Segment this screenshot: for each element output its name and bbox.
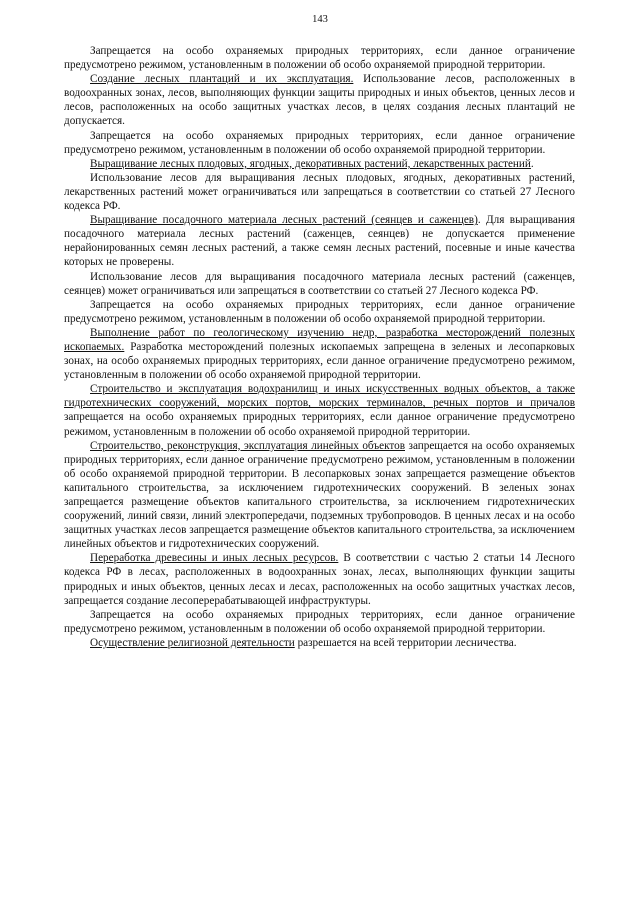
paragraph — [64, 129, 575, 157]
paragraph-text: Запрещается на особо охраняемых природных территориях, если данное ограничение предусмотрено режимом, установленным в положении об особо охраняемой природной территории. — [64, 45, 575, 72]
paragraph — [64, 171, 575, 213]
paragraph — [64, 636, 575, 650]
paragraph — [64, 439, 575, 552]
section-heading: Переработка древесины и иных лесных ресурсов. — [90, 552, 339, 565]
section-heading: Выполнение работ по геологическому изучению недр, разработка месторождений полезных ископаемых. — [64, 326, 575, 353]
paragraph-text: Разработка месторождений полезных ископаемых запрещена в зеленых и лесопарковых зонах, на особо охраняемых природных территориях, если данное ограничение предусмотрено режимом, установленным в положении об особо охраняемой природной территории. — [64, 340, 575, 382]
section-heading: Выращивание лесных плодовых, ягодных, декоративных растений, лекарственных растений — [90, 157, 531, 170]
section-heading: Создание лесных плантаций и их эксплуатация. — [90, 73, 354, 86]
section-heading: Строительство и эксплуатация водохранилищ и иных искусственных водных объектов, а также гидротехнических сооружений, морских портов, морских терминалов, речных портов и причалов — [64, 383, 575, 410]
paragraph — [64, 382, 575, 438]
paragraph — [64, 270, 575, 298]
paragraph-text: В соответствии с частью 2 статьи 14 Лесного кодекса РФ в лесах, расположенных в водоохранных зонах, лесах, выполняющих функции защиты природных и иных объектов, ценных лесах и лесах, расположенных на особо защитных участках лесов, запрещается создание лесоперерабатывающей инфраструктуры. — [64, 552, 575, 607]
paragraph — [64, 213, 575, 269]
page-number: 143 — [312, 14, 328, 25]
paragraph-text: Запрещается на особо охраняемых природных территориях, если данное ограничение предусмотрено режимом, установленным в положении об особо охраняемой природной территории. — [64, 608, 575, 635]
paragraph-text: Использование лесов, расположенных в водоохранных зонах, лесов, выполняющих функции защиты природных и иных объектов, ценных лесов и лесов, расположенных на особо защитных участках лесов, в целях создания лесных плантаций не допускается. — [64, 73, 575, 128]
paragraph-text: Использование лесов для выращивания лесных плодовых, ягодных, декоративных растений, лекарственных растений может ограничиваться или запрещаться в соответствии со статьей 27 Лесного кодекса РФ. — [64, 171, 575, 213]
paragraph-text: Запрещается на особо охраняемых природных территориях, если данное ограничение предусмотрено режимом, установленным в положении об особо охраняемой природной территории. — [64, 298, 575, 325]
paragraph-text: . — [530, 157, 534, 170]
section-heading: Выращивание посадочного материала лесных растений (сеянцев и саженцев) — [90, 214, 478, 227]
section-heading: Строительство, реконструкция, эксплуатация линейных объектов — [90, 439, 405, 452]
section-heading: Осуществление религиозной деятельности — [90, 636, 295, 649]
paragraph — [64, 326, 575, 382]
paragraph-text: Использование лесов для выращивания посадочного материала лесных растений (саженцев, сеянцев) может ограничиваться или запрещаться в соответствии со статьей 27 Лесного кодекса РФ. — [64, 270, 575, 297]
paragraph — [64, 44, 575, 72]
paragraph-text: Запрещается на особо охраняемых природных территориях, если данное ограничение предусмотрено режимом, установленным в положении об особо охраняемой природной территории. — [64, 129, 575, 156]
paragraph — [64, 298, 575, 326]
paragraph — [64, 608, 575, 636]
paragraph — [64, 72, 575, 128]
paragraph-text: запрещается на особо охраняемых природных территориях, если данное ограничение предусмотрено режимом, установленным в положении об особо охраняемой природной территории. — [64, 411, 575, 438]
paragraph — [64, 551, 575, 607]
document-body — [64, 44, 575, 650]
paragraph-text: запрещается на особо охраняемых природных территориях, если данное ограничение предусмотрено режимом, установленным в положении об особо охраняемой природной территории. В лесопарковых зонах запрещается размещение объектов капитального строительства, за исключением гидротехнических сооружений. В зеленых зонах запрещается размещение объектов капитального строительства, за исключением гидротехнических сооружений, линий связи, линий электропередачи, подземных трубопроводов. В ценных лесах и на особо защитных участках лесов запрещается размещение объектов капитального строительства, за исключением линейных объектов и гидротехнических сооружений. — [64, 439, 575, 551]
paragraph-text: . Для выращивания посадочного материала лесных растений (саженцев, сеянцев) не допускается применение нерайонированных семян лесных растений, а также семян лесных растений, посевные и иные качества которых не проверены. — [64, 214, 575, 269]
paragraph-text: разрешается на всей территории лесничества. — [294, 636, 517, 649]
paragraph — [64, 157, 575, 171]
